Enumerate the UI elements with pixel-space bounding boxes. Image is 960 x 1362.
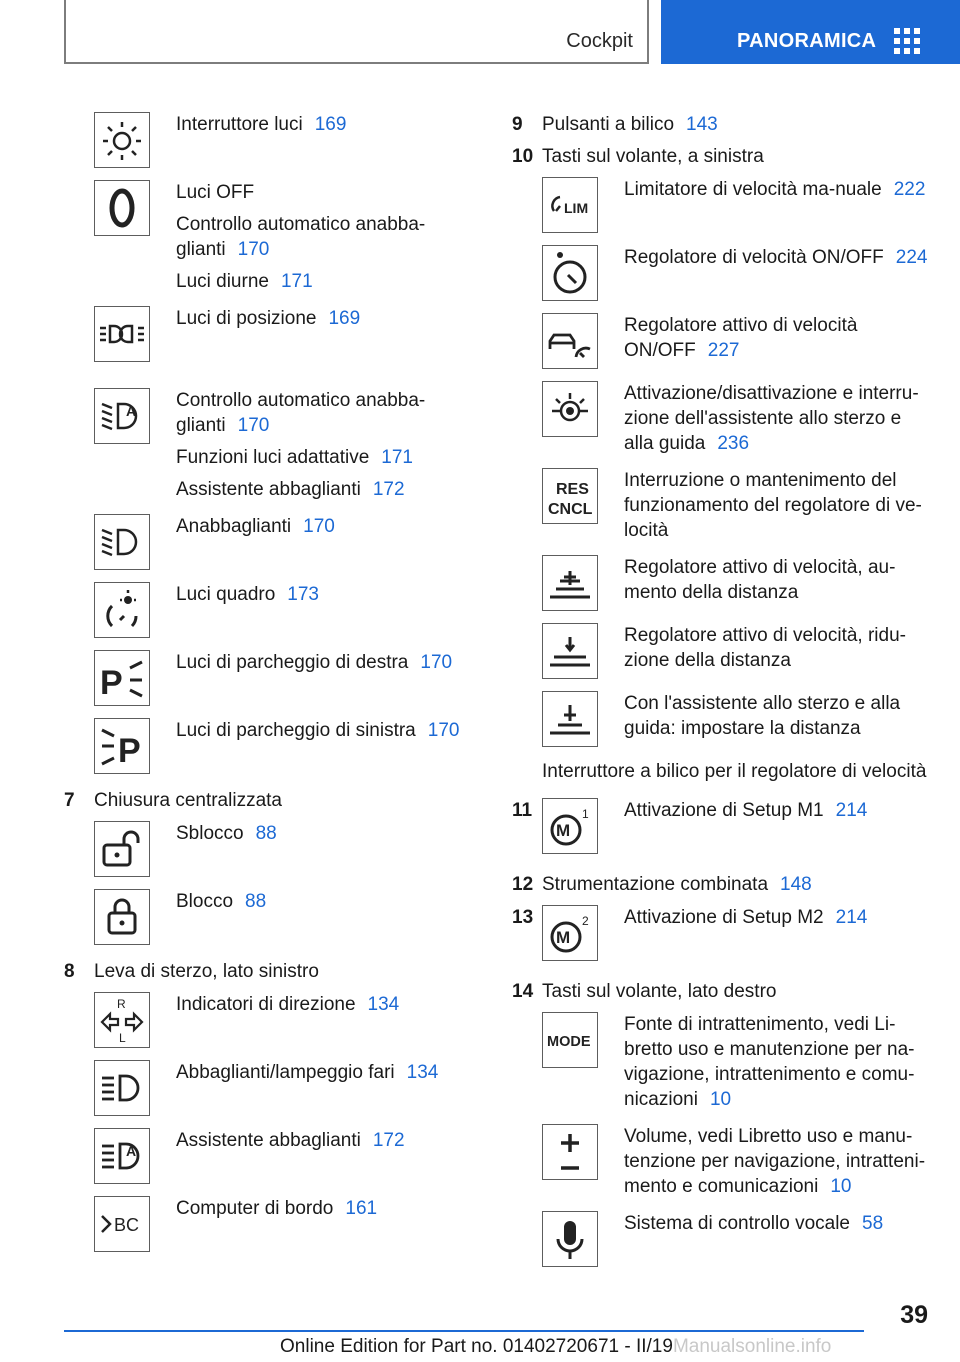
section-title: Leva di sterzo, lato sinistro bbox=[94, 961, 319, 982]
page-link[interactable]: 10 bbox=[709, 1089, 732, 1110]
item-text: Limitatore di velocità ma-nuale bbox=[624, 179, 882, 200]
page-link[interactable]: 134 bbox=[406, 1062, 439, 1083]
list-item bbox=[542, 1012, 932, 1112]
item-text: Sblocco bbox=[176, 823, 244, 844]
board-computer-icon bbox=[94, 1196, 150, 1252]
page-link[interactable]: 236 bbox=[717, 433, 750, 454]
svg-text:BC: BC bbox=[114, 1215, 140, 1235]
svg-text:RES: RES bbox=[556, 481, 589, 498]
list-item bbox=[94, 1128, 484, 1184]
m1-icon bbox=[542, 798, 598, 854]
page-link[interactable]: 88 bbox=[245, 891, 267, 912]
section-title: Strumentazione combinata bbox=[542, 874, 769, 895]
svg-text:A: A bbox=[126, 1143, 137, 1159]
list-item bbox=[542, 1211, 932, 1267]
section-heading bbox=[512, 979, 932, 1004]
svg-text:P: P bbox=[118, 732, 141, 770]
page-link[interactable]: 227 bbox=[707, 340, 740, 361]
item-text: Sistema di controllo vocale bbox=[624, 1213, 850, 1234]
svg-text:LIM: LIM bbox=[564, 200, 589, 216]
item-text: Attivazione/disattivazione e interru-zione dell'assistente allo sterzo e alla guida bbox=[624, 383, 919, 454]
svg-text:A: A bbox=[126, 403, 137, 419]
list-item bbox=[94, 650, 484, 706]
item-text: Interruzione o mantenimento del funzionamento del regolatore di ve-locità bbox=[624, 470, 922, 541]
mode-icon bbox=[542, 1012, 598, 1068]
list-item bbox=[94, 821, 484, 877]
item-text: Con l'assistente allo sterzo e alla guida: impostare la distanza bbox=[624, 693, 901, 739]
section-number: 14 bbox=[512, 981, 534, 1002]
section-number: 11 bbox=[512, 800, 533, 821]
item-text: Luci quadro bbox=[176, 584, 276, 605]
list-item bbox=[94, 992, 484, 1048]
distance-decrease-icon bbox=[542, 623, 598, 679]
res-cncl-icon bbox=[542, 468, 598, 524]
tab-label: PANORAMICA bbox=[737, 30, 877, 52]
list-item bbox=[542, 313, 932, 369]
svg-text:P: P bbox=[100, 664, 123, 702]
page-link[interactable]: 173 bbox=[287, 584, 319, 605]
section-number: 12 bbox=[512, 874, 534, 895]
lock-icon bbox=[94, 889, 150, 945]
item-text: Funzioni luci adattative bbox=[176, 447, 370, 468]
parking-light-left-icon bbox=[94, 718, 150, 774]
list-item bbox=[542, 1124, 932, 1199]
item-text: Luci di parcheggio di sinistra bbox=[176, 720, 416, 741]
page-link[interactable]: 172 bbox=[372, 1130, 405, 1151]
steering-assist-icon bbox=[542, 381, 598, 437]
section-number: 10 bbox=[512, 146, 534, 167]
active-cruise-icon bbox=[542, 313, 598, 369]
item-text: Abbaglianti/lampeggio fari bbox=[176, 1062, 395, 1083]
section-number: 13 bbox=[512, 907, 534, 928]
page-link[interactable]: 172 bbox=[372, 479, 405, 500]
item-text: Luci diurne bbox=[176, 271, 269, 292]
page-number: 39 bbox=[900, 1301, 928, 1329]
item-text: Volume, vedi Libretto uso e manu-tenzione per navigazione, intratteni-mento e comunicazioni bbox=[624, 1126, 926, 1197]
item-text: Controllo automatico anabba-glianti bbox=[176, 214, 426, 260]
list-item bbox=[542, 245, 932, 301]
list-item bbox=[542, 623, 932, 679]
watermark: Manualsonline.info bbox=[672, 1336, 832, 1357]
page-link[interactable]: 214 bbox=[835, 907, 868, 928]
page-link[interactable]: 58 bbox=[862, 1213, 884, 1234]
light-off-zero-icon bbox=[94, 180, 150, 236]
section-heading bbox=[64, 959, 484, 984]
list-item bbox=[94, 889, 484, 945]
list-item bbox=[512, 905, 932, 961]
page-link[interactable]: 88 bbox=[255, 823, 277, 844]
item-text: Indicatori di direzione bbox=[176, 994, 356, 1015]
edition-text: Online Edition for Part no. 01402720671 - II/19 bbox=[280, 1336, 673, 1357]
high-beam-assist-icon bbox=[94, 1128, 150, 1184]
left-column bbox=[64, 112, 484, 1264]
svg-text:R: R bbox=[117, 997, 126, 1011]
page-link[interactable]: 161 bbox=[345, 1198, 378, 1219]
page-link[interactable]: 222 bbox=[893, 179, 926, 200]
parking-light-right-icon bbox=[94, 650, 150, 706]
item-text: Luci di posizione bbox=[176, 308, 317, 329]
svg-text:M: M bbox=[556, 928, 571, 947]
item-text: Luci di parcheggio di destra bbox=[176, 652, 409, 673]
section-heading bbox=[512, 872, 932, 897]
list-item bbox=[94, 1060, 484, 1116]
section-title: Cockpit bbox=[566, 30, 633, 52]
item-text: Attivazione di Setup M2 bbox=[624, 907, 824, 928]
list-item bbox=[542, 555, 932, 611]
list-item bbox=[94, 180, 484, 294]
page-link[interactable]: 10 bbox=[830, 1176, 852, 1197]
svg-text:1: 1 bbox=[582, 807, 589, 821]
list-item bbox=[94, 718, 484, 774]
page-link[interactable]: 171 bbox=[280, 271, 313, 292]
page-link[interactable]: 134 bbox=[367, 994, 400, 1015]
page-link[interactable]: 170 bbox=[303, 516, 335, 537]
unlock-icon bbox=[94, 821, 150, 877]
item-text: Assistente abbaglianti bbox=[176, 479, 361, 500]
svg-text:2: 2 bbox=[582, 914, 589, 928]
page-link[interactable]: 143 bbox=[686, 114, 718, 135]
item-text: Attivazione di Setup M1 bbox=[624, 800, 824, 821]
page-link[interactable]: 224 bbox=[895, 247, 928, 268]
item-text: Computer di bordo bbox=[176, 1198, 334, 1219]
grid-icon bbox=[894, 28, 920, 54]
cruise-control-icon bbox=[542, 245, 598, 301]
list-item bbox=[94, 112, 484, 168]
section-heading bbox=[512, 144, 932, 169]
section-note: Interruttore a bilico per il regolatore di velocità bbox=[542, 761, 927, 782]
item-text: Fonte di intrattenimento, vedi Li-bretto uso e manutenzione per na-vigazione, intrattenimento e comu-nicazioni bbox=[624, 1014, 915, 1110]
section-heading bbox=[512, 112, 932, 137]
page-link[interactable]: 170 bbox=[237, 239, 270, 260]
page-link[interactable]: 170 bbox=[420, 652, 453, 673]
svg-text:M: M bbox=[556, 821, 571, 840]
list-item bbox=[542, 177, 932, 233]
section-title: Pulsanti a bilico bbox=[542, 114, 675, 135]
page-link[interactable]: 169 bbox=[328, 308, 361, 329]
item-text: Anabbaglianti bbox=[176, 516, 292, 537]
list-item bbox=[94, 388, 484, 502]
svg-text:CNCL: CNCL bbox=[548, 501, 593, 518]
right-column bbox=[512, 112, 932, 1279]
page-link[interactable]: 170 bbox=[427, 720, 460, 741]
item-text: Assistente abbaglianti bbox=[176, 1130, 361, 1151]
position-lights-icon bbox=[94, 306, 150, 362]
list-item bbox=[542, 381, 932, 456]
section-number: 9 bbox=[512, 114, 523, 135]
item-text: Controllo automatico anabba-glianti bbox=[176, 390, 426, 436]
list-item bbox=[94, 514, 484, 570]
page-link[interactable]: 170 bbox=[237, 415, 270, 436]
high-beam-icon bbox=[94, 1060, 150, 1116]
page-link[interactable]: 214 bbox=[835, 800, 868, 821]
svg-text:MODE: MODE bbox=[547, 1034, 591, 1050]
section-heading bbox=[64, 788, 484, 813]
footer-edition bbox=[280, 1336, 831, 1358]
item-text: Interruttore luci bbox=[176, 114, 303, 135]
page-link[interactable]: 148 bbox=[780, 874, 812, 895]
section-title: Tasti sul volante, a sinistra bbox=[542, 146, 764, 167]
item-text: Luci OFF bbox=[176, 182, 255, 203]
list-item bbox=[94, 306, 484, 362]
section-title: Tasti sul volante, lato destro bbox=[542, 981, 777, 1002]
item-text: Regolatore attivo di velocità, ridu-zione della distanza bbox=[624, 625, 906, 671]
page-link[interactable]: 171 bbox=[381, 447, 413, 468]
item-text: Blocco bbox=[176, 891, 234, 912]
section-number: 8 bbox=[64, 961, 75, 982]
turn-signal-icon bbox=[94, 992, 150, 1048]
light-bulb-icon bbox=[94, 112, 150, 168]
microphone-icon bbox=[542, 1211, 598, 1267]
list-item bbox=[94, 1196, 484, 1252]
m2-icon bbox=[542, 905, 598, 961]
speed-limiter-icon bbox=[542, 177, 598, 233]
header-left-frame bbox=[64, 0, 649, 64]
footer-divider bbox=[64, 1330, 864, 1332]
list-item bbox=[542, 691, 932, 747]
volume-icon bbox=[542, 1124, 598, 1180]
panoramica-tab[interactable] bbox=[661, 0, 960, 64]
section-title: Chiusura centralizzata bbox=[94, 790, 282, 811]
list-item bbox=[94, 582, 484, 638]
item-text: Regolatore attivo di velocità ON/OFF bbox=[624, 315, 858, 361]
dashboard-lighting-icon bbox=[94, 582, 150, 638]
list-item bbox=[542, 468, 932, 543]
auto-headlight-icon bbox=[94, 388, 150, 444]
low-beam-icon bbox=[94, 514, 150, 570]
item-text: Regolatore attivo di velocità, au-mento della distanza bbox=[624, 557, 896, 603]
list-item bbox=[512, 798, 932, 854]
page-link[interactable]: 169 bbox=[314, 114, 347, 135]
svg-text:L: L bbox=[119, 1031, 126, 1044]
item-text: Regolatore di velocità ON/OFF bbox=[624, 247, 884, 268]
distance-increase-icon bbox=[542, 555, 598, 611]
distance-set-icon bbox=[542, 691, 598, 747]
section-number: 7 bbox=[64, 790, 75, 811]
